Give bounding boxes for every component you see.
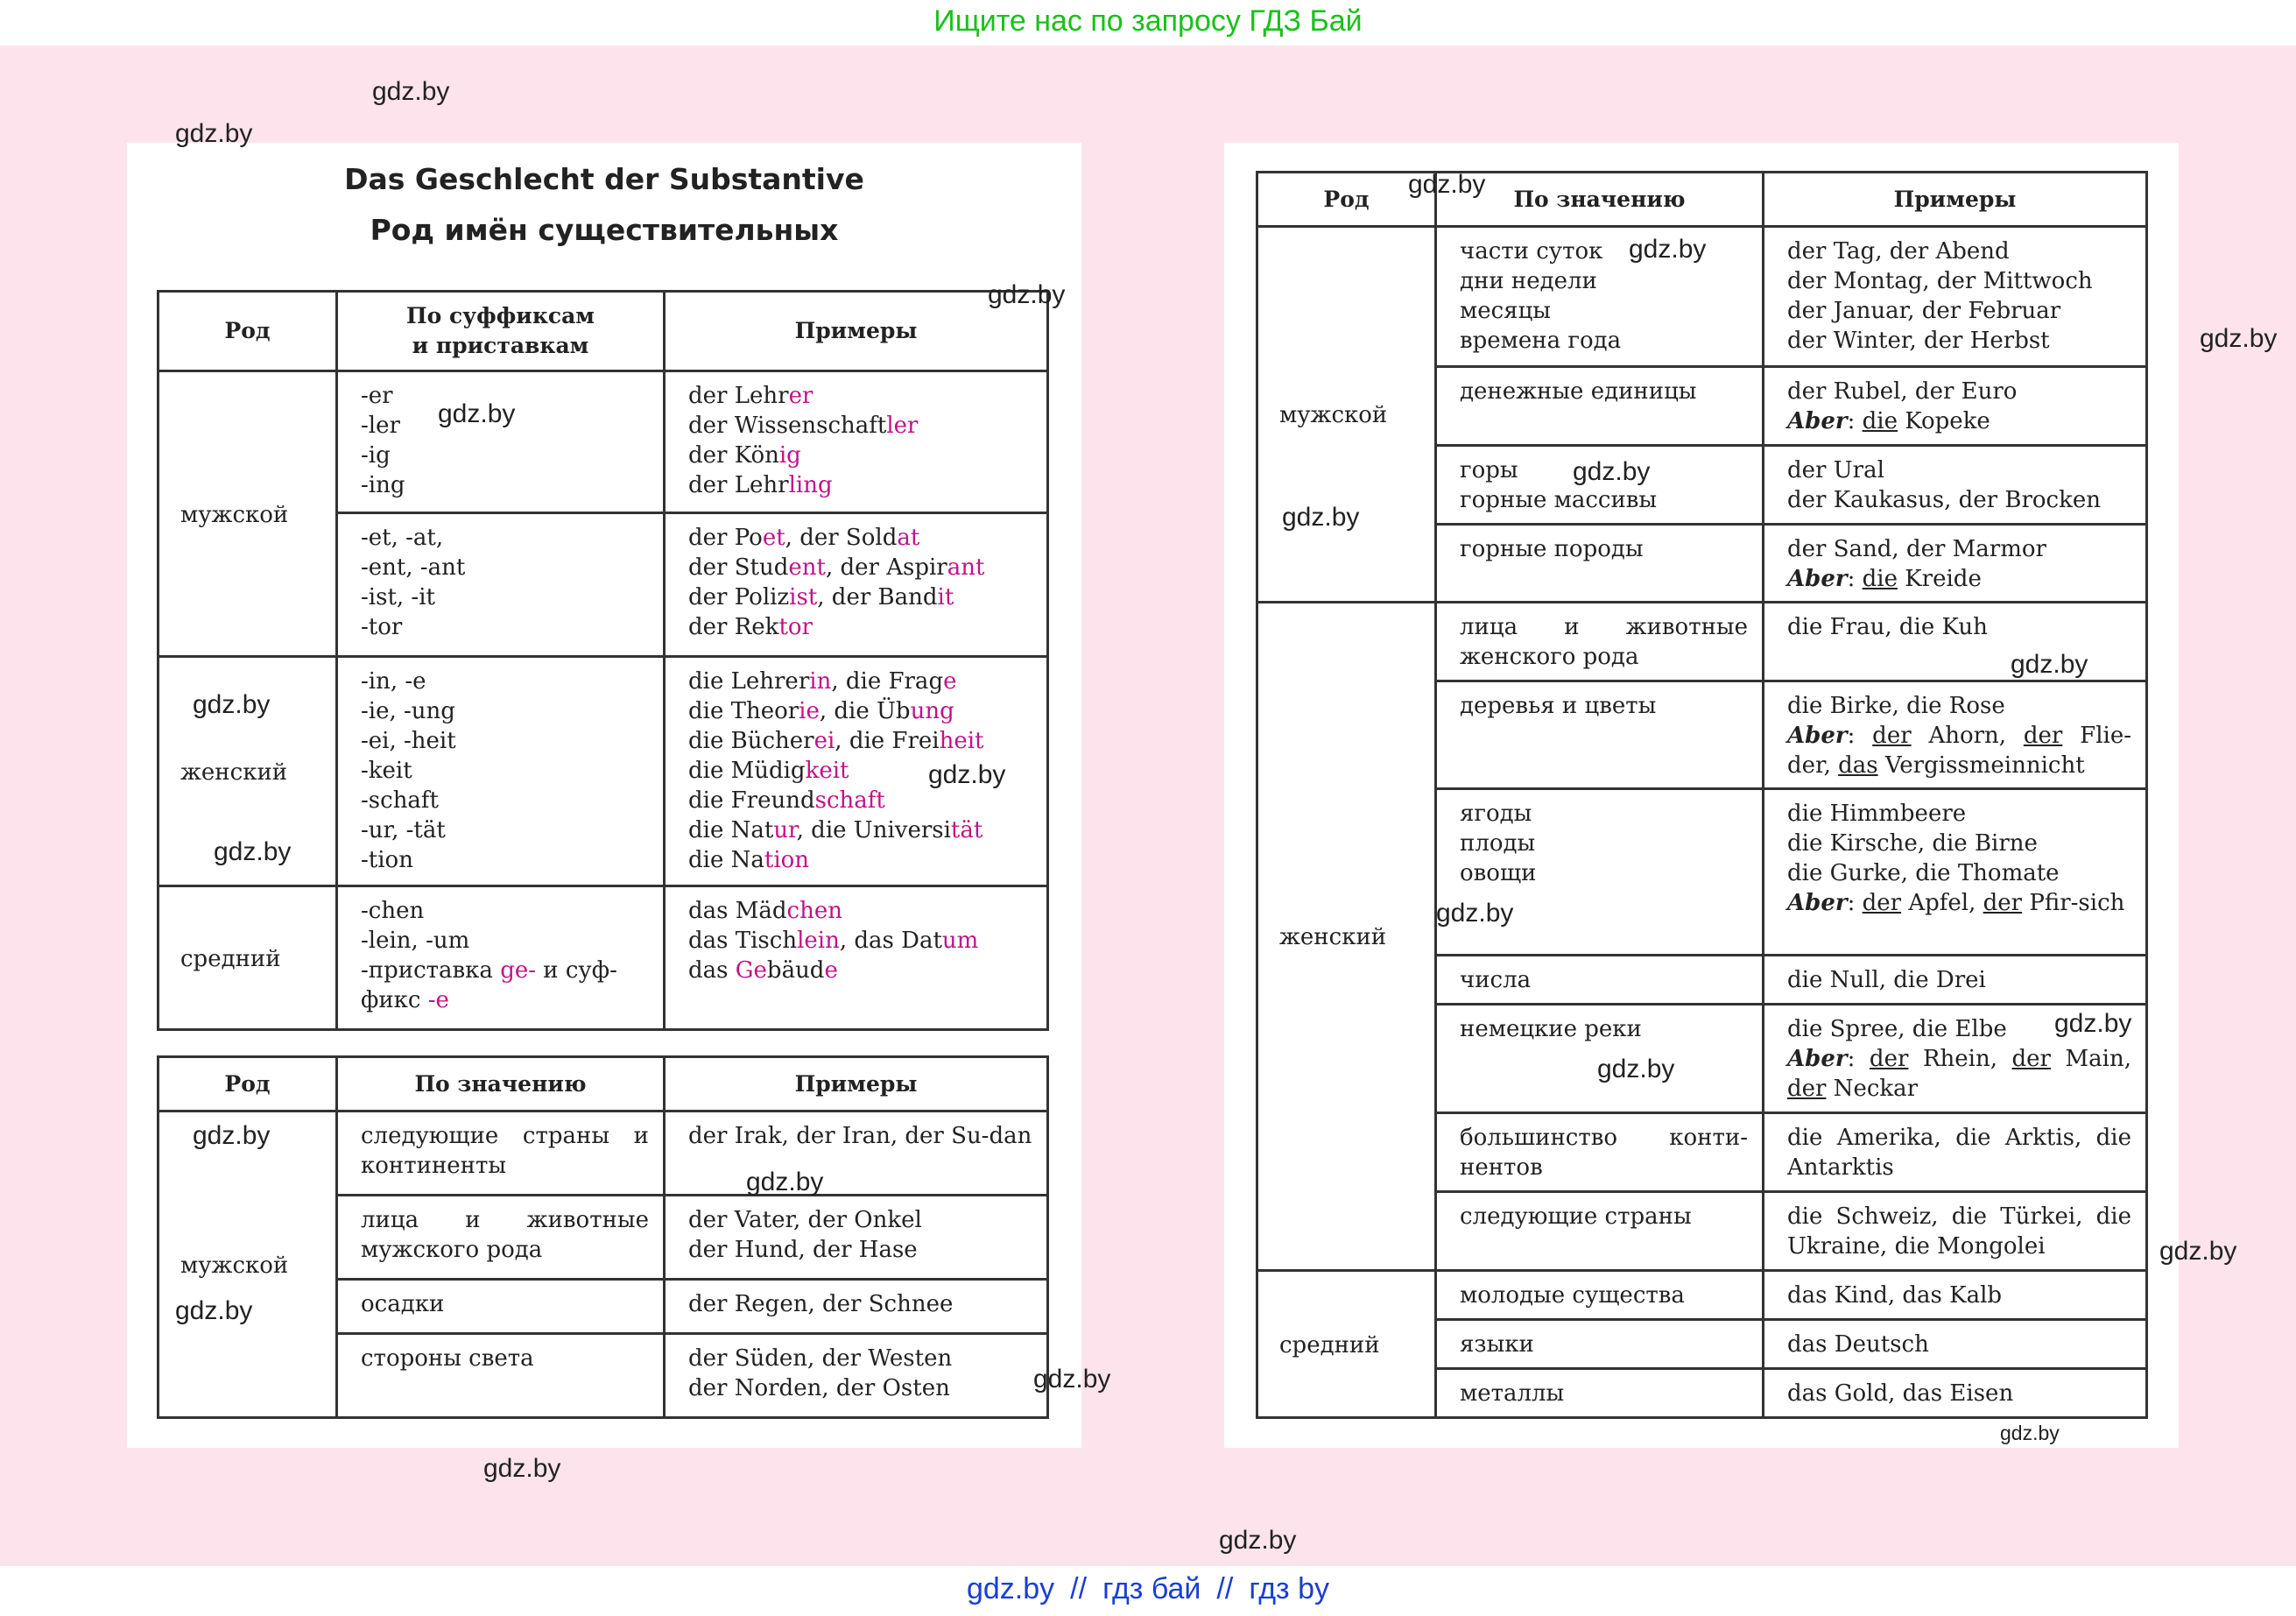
examples-cell: der Irak, der Iran, der Su-dan — [665, 1111, 1048, 1196]
gender-feminine: женский — [1257, 603, 1436, 1271]
meaning-cell: части суток дни недели месяцы времена года — [1436, 227, 1764, 367]
meaning-cell: лица и животные женского рода — [1436, 603, 1764, 681]
examples-cell: das Mädchen das Tischlein, das Datum das Gebäude — [665, 886, 1048, 1030]
header-gender: Род — [1257, 173, 1436, 227]
watermark: gdz.by — [2054, 1009, 2132, 1038]
examples-cell: das Kind, das Kalb — [1764, 1271, 2147, 1320]
header-examples: Примеры — [665, 292, 1048, 371]
gender-masculine: мужской — [1257, 227, 1436, 603]
watermark: gdz.by — [483, 1454, 561, 1483]
meaning-cell: языки — [1436, 1320, 1764, 1369]
meaning-table-masculine — [157, 1055, 1049, 1419]
suffix-cell: -in, -e -ie, -ung -ei, -heit -keit -schaft -ur, -tät -tion — [337, 657, 665, 886]
meaning-cell: следующие страны — [1436, 1192, 1764, 1271]
watermark: gdz.by — [214, 837, 292, 866]
watermark: gdz.by — [988, 280, 1066, 309]
watermark: gdz.by — [193, 1121, 271, 1150]
examples-cell: der Vater, der Onkel der Hund, der Hase — [665, 1196, 1048, 1280]
examples-cell: der Sand, der Marmor Aber: die Kreide — [1764, 525, 2147, 603]
watermark: gdz.by — [175, 1296, 253, 1325]
examples-cell: die Himmbeere die Kirsche, die Birne die Gurke, die Thomate Aber: der Apfel, der Pfir-sich — [1764, 789, 2147, 956]
watermark: gdz.by — [2200, 324, 2278, 353]
meaning-cell: горные породы — [1436, 525, 1764, 603]
watermark: gdz.by — [2159, 1237, 2237, 1266]
meaning-cell: стороны света — [337, 1334, 665, 1418]
gender-feminine: женский — [158, 657, 337, 886]
watermark: gdz.by — [175, 119, 253, 148]
meaning-cell: денежные единицы — [1436, 367, 1764, 446]
meaning-cell: металлы — [1436, 1369, 1764, 1418]
footer-separator: // — [1070, 1572, 1088, 1605]
header-gender: Род — [158, 292, 337, 371]
examples-cell: die Null, die Drei — [1764, 956, 2147, 1005]
examples-cell: die Schweiz, die Türkei, die Ukraine, die Mongolei — [1764, 1192, 2147, 1271]
footer-links — [0, 1566, 2296, 1616]
gender-masculine: мужской — [158, 371, 337, 657]
footer-separator: // — [1216, 1572, 1234, 1605]
meaning-cell: осадки — [337, 1280, 665, 1334]
examples-cell: der Regen, der Schnee — [665, 1280, 1048, 1334]
gender-neuter: средний — [1257, 1271, 1436, 1418]
watermark: gdz.by — [438, 399, 516, 428]
watermark: gdz.by — [746, 1168, 824, 1196]
left-page — [127, 143, 1081, 1448]
header-meaning: По значению — [337, 1057, 665, 1111]
suffix-cell: -er -ler -ig -ing — [337, 371, 665, 513]
footer-link-gdz-bai[interactable]: гдз бай — [1102, 1572, 1201, 1605]
watermark: gdz.by — [1573, 457, 1651, 486]
suffix-cell: -chen -lein, -um -приставка ge- и суф- фикс -e — [337, 886, 665, 1030]
meaning-cell: ягоды плоды овощи — [1436, 789, 1764, 956]
watermark: gdz.by — [1282, 503, 1360, 532]
header-examples: Примеры — [1764, 173, 2147, 227]
watermark: gdz.by — [193, 690, 271, 719]
meaning-cell: деревья и цветы — [1436, 681, 1764, 789]
meaning-cell: лица и животные мужского рода — [337, 1196, 665, 1280]
examples-cell: der Tag, der Abend der Montag, der Mittwoch der Januar, der Februar der Winter, der Herbst — [1764, 227, 2147, 367]
examples-cell: der Ural der Kaukasus, der Brocken — [1764, 446, 2147, 525]
meaning-cell: числа — [1436, 956, 1764, 1005]
examples-cell: die Birke, die Rose Aber: der Ahorn, der Flie-der, das Vergissmeinnicht — [1764, 681, 2147, 789]
examples-cell: der Lehrer der Wissenschaftler der König der Lehrling — [665, 371, 1048, 513]
meaning-cell: горы горные массивы — [1436, 446, 1764, 525]
watermark: gdz.by — [1597, 1055, 1675, 1083]
suffix-cell: -et, -at, -ent, -ant -ist, -it -tor — [337, 513, 665, 657]
footer-link-gdz-by[interactable]: gdz.by — [966, 1572, 1055, 1605]
watermark: gdz.by — [1219, 1526, 1297, 1555]
title-german: Das Geschlecht der Substantive — [344, 162, 864, 196]
examples-cell: der Poet, der Soldat der Student, der Aspirant der Polizist, der Bandit der Rektor — [665, 513, 1048, 657]
gender-masculine: мужской — [158, 1111, 337, 1418]
header-gender: Род — [158, 1057, 337, 1111]
right-page — [1224, 143, 2179, 1448]
title-russian: Род имён существительных — [370, 213, 839, 247]
meaning-cell: молодые существа — [1436, 1271, 1764, 1320]
watermark: gdz.by — [2000, 1422, 2060, 1444]
header-meaning: По значению — [1436, 173, 1764, 227]
meaning-cell: следующие страны и континенты — [337, 1111, 665, 1196]
watermark: gdz.by — [2011, 650, 2088, 679]
examples-cell: das Deutsch — [1764, 1320, 2147, 1369]
watermark: gdz.by — [928, 760, 1006, 789]
examples-cell: die Lehrerin, die Frage die Theorie, die Übung die Bücherei, die Freiheit die Müdigkeit die Freundschaft die Natur, die Universität die Nation — [665, 657, 1048, 886]
watermark: gdz.by — [1033, 1365, 1111, 1394]
gender-neuter: средний — [158, 886, 337, 1030]
header-suffixes: По суффиксам и приставкам — [337, 292, 665, 371]
header-examples: Примеры — [665, 1057, 1048, 1111]
examples-cell: das Gold, das Eisen — [1764, 1369, 2147, 1418]
examples-cell: die Amerika, die Arktis, die Antarktis — [1764, 1113, 2147, 1192]
meaning-cell: большинство конти-нентов — [1436, 1113, 1764, 1192]
meaning-cell: немецкие реки — [1436, 1005, 1764, 1113]
examples-cell: die Frau, die Kuh — [1764, 603, 2147, 681]
watermark: gdz.by — [1408, 170, 1486, 199]
top-banner: Ищите нас по запросу ГДЗ Бай — [933, 4, 1363, 38]
watermark: gdz.by — [1436, 899, 1514, 928]
footer-link-gdz-by-cyr[interactable]: гдз by — [1249, 1572, 1329, 1605]
examples-cell: der Süden, der Westen der Norden, der Osten — [665, 1334, 1048, 1418]
examples-cell: der Rubel, der Euro Aber: die Kopeke — [1764, 367, 2147, 446]
examples-cell: die Spree, die Elbe Aber: der Rhein, der Main, der Neckar — [1764, 1005, 2147, 1113]
suffix-table — [157, 290, 1049, 1031]
meaning-table — [1256, 171, 2148, 1419]
watermark: gdz.by — [1629, 235, 1707, 264]
watermark: gdz.by — [372, 77, 450, 106]
